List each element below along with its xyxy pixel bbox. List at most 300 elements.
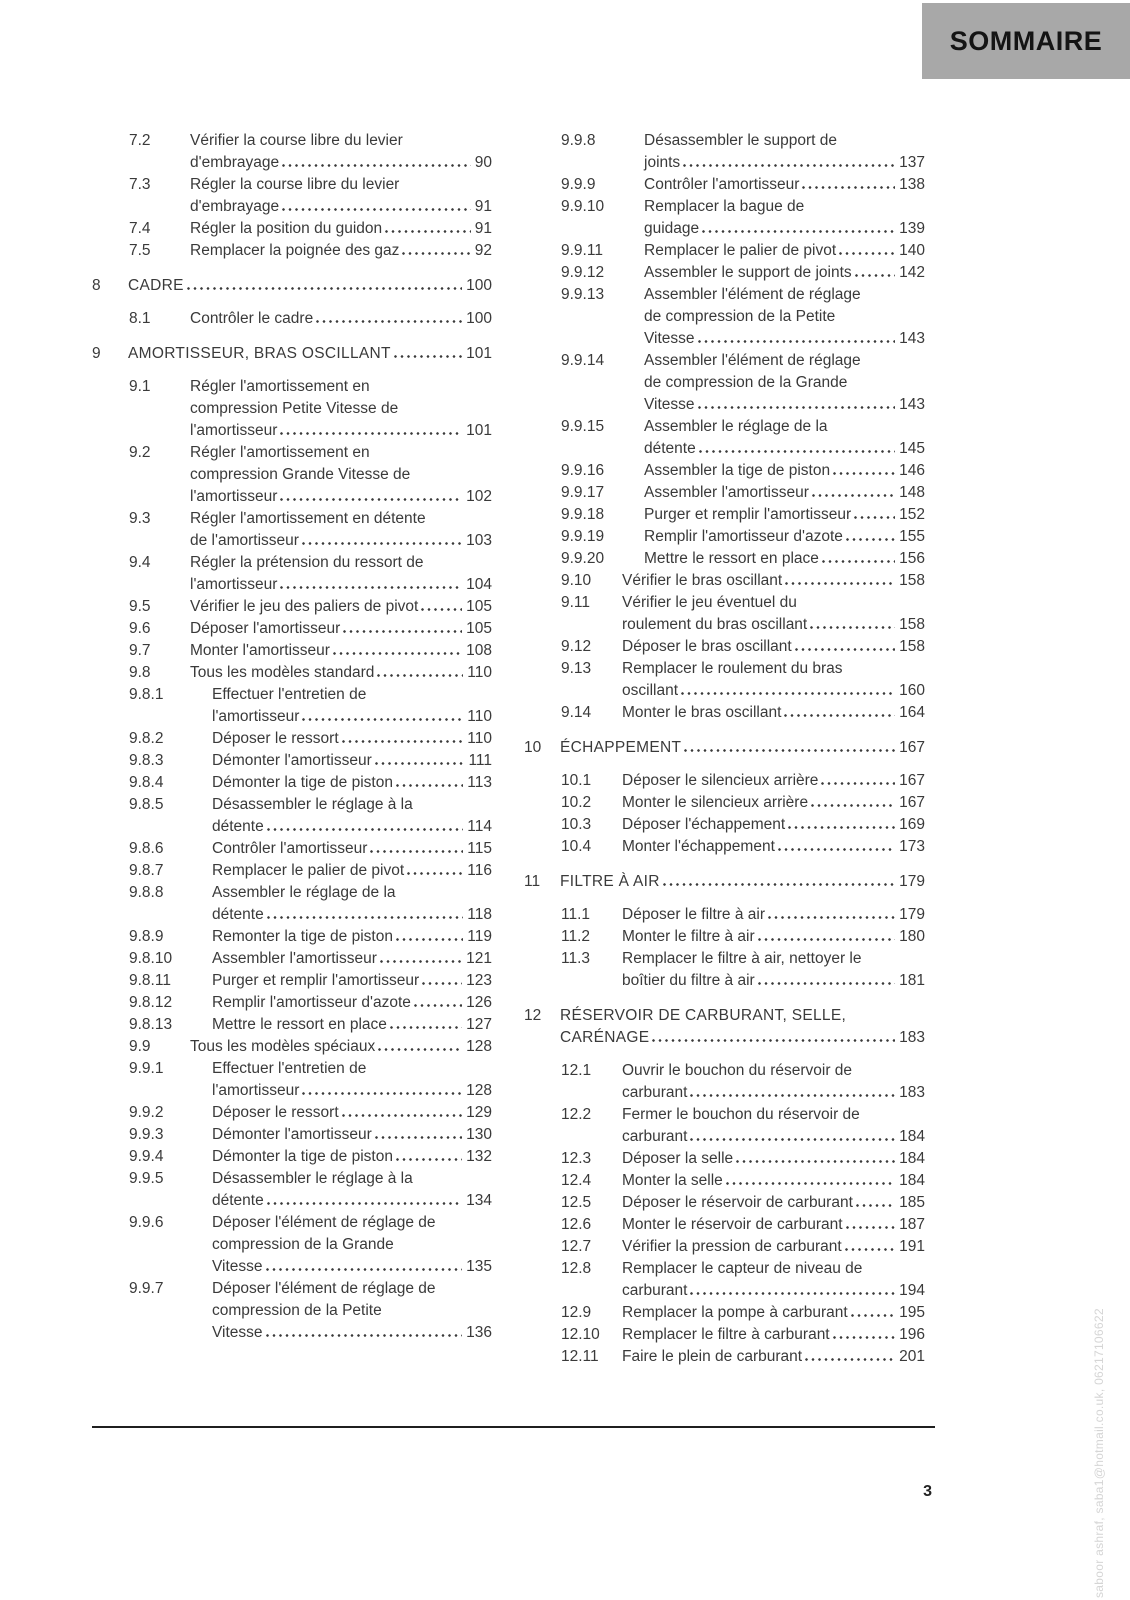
toc-chapter-entry	[92, 275, 492, 297]
entry-title: compression de la Grande	[212, 1236, 394, 1253]
toc-entry	[92, 376, 492, 442]
toc-entry	[524, 1346, 925, 1368]
entry-title: Effectuer l'entretien de	[212, 1060, 367, 1077]
entry-number: 9.1	[129, 378, 151, 395]
dot-leader	[810, 626, 895, 629]
entry-page: 116	[467, 862, 492, 879]
toc-entry	[524, 1104, 925, 1148]
entry-page: 187	[899, 1216, 925, 1233]
entry-number: 11.3	[561, 950, 591, 967]
entry-number: 9.8	[129, 664, 151, 681]
entry-title: Déposer le filtre à air	[622, 906, 766, 923]
entry-page: 91	[474, 220, 492, 237]
entry-title: l'amortisseur	[212, 708, 300, 725]
entry-title: Démonter l'amortisseur	[212, 1126, 372, 1143]
entry-page: 128	[466, 1038, 492, 1055]
dot-leader	[663, 883, 895, 886]
dot-leader	[805, 1358, 895, 1361]
toc-entry	[92, 218, 492, 240]
entry-title: Déposer la selle	[622, 1150, 734, 1167]
entry-title: Démonter la tige de piston	[212, 1148, 393, 1165]
entry-page: 173	[899, 838, 925, 855]
entry-page: 156	[899, 550, 925, 567]
entry-title: Vitesse	[644, 330, 695, 347]
entry-page: 180	[899, 928, 925, 945]
entry-title: Désassembler le réglage à la	[212, 796, 413, 813]
toc-entry	[524, 526, 925, 548]
dot-leader	[280, 432, 462, 435]
entry-title: Désassembler le réglage à la	[212, 1170, 413, 1187]
entry-title: Assembler l'élément de réglage	[644, 352, 861, 369]
dot-leader	[846, 1226, 896, 1229]
dot-leader	[690, 1138, 895, 1141]
entry-page: 115	[467, 840, 492, 857]
dot-leader	[778, 848, 895, 851]
entry-number: 9.8.8	[129, 884, 164, 901]
toc-entry	[524, 570, 925, 592]
entry-number: 9.14	[561, 704, 592, 721]
toc-entry	[92, 684, 492, 728]
toc-entry	[524, 1148, 925, 1170]
entry-number: 9.9	[129, 1038, 151, 1055]
entry-page: 103	[466, 532, 492, 549]
entry-number: 9.8.6	[129, 840, 164, 857]
entry-number: 12.4	[561, 1172, 592, 1189]
entry-page: 139	[899, 220, 925, 237]
entry-page: 121	[466, 950, 492, 967]
dot-leader	[839, 252, 895, 255]
dot-leader	[187, 287, 462, 290]
page-title: SOMMAIRE	[949, 26, 1103, 56]
entry-page: 158	[899, 616, 925, 633]
dot-leader	[846, 538, 895, 541]
entry-number: 9.9.12	[561, 264, 605, 281]
toc-entry	[92, 948, 492, 970]
entry-page: 179	[899, 906, 925, 923]
entry-number: 9.6	[129, 620, 151, 637]
entry-title: Monter le filtre à air	[622, 928, 755, 945]
dot-leader	[302, 1092, 462, 1095]
entry-title: l'amortisseur	[190, 422, 278, 439]
entry-number: 9.9.1	[129, 1060, 164, 1077]
entry-title: Contrôler l'amortisseur	[212, 840, 368, 857]
dot-leader	[333, 652, 462, 655]
entry-page: 146	[899, 462, 925, 479]
entry-page: 191	[899, 1238, 925, 1255]
entry-title: Régler la position du guidon	[190, 220, 383, 237]
dot-leader	[784, 714, 895, 717]
entry-title: Régler l'amortissement en détente	[190, 510, 426, 527]
entry-title: Faire le plein de carburant	[622, 1348, 803, 1365]
toc-entry	[92, 1278, 492, 1344]
entry-title: Remplacer la bague de	[644, 198, 805, 215]
entry-title: Vitesse	[212, 1258, 263, 1275]
entry-number: 12.9	[561, 1304, 592, 1321]
dot-leader	[788, 826, 895, 829]
entry-title: Ouvrir le bouchon du réservoir de	[622, 1062, 853, 1079]
dot-leader	[785, 582, 895, 585]
dot-leader	[699, 450, 895, 453]
entry-number: 12.5	[561, 1194, 592, 1211]
entry-page: 152	[899, 506, 925, 523]
toc-entry	[524, 770, 925, 792]
toc-entry	[524, 130, 925, 174]
entry-title: d'embrayage	[190, 154, 280, 171]
entry-title: ÉCHAPPEMENT	[560, 739, 682, 756]
toc-entry	[524, 926, 925, 948]
dot-leader	[856, 1204, 895, 1207]
entry-title: Assembler la tige de piston	[644, 462, 831, 479]
dot-leader	[267, 1202, 462, 1205]
entry-number: 9.9.11	[561, 242, 603, 259]
toc-entry	[92, 728, 492, 750]
toc-chapter-entry	[524, 1005, 925, 1049]
toc-entry	[92, 662, 492, 684]
entry-number: 9.9.4	[129, 1148, 164, 1165]
entry-number: 9.8.2	[129, 730, 164, 747]
entry-number: 12.3	[561, 1150, 592, 1167]
entry-page: 160	[899, 682, 925, 699]
entry-title: Remplacer la poignée des gaz	[190, 242, 400, 259]
entry-number: 9.9.8	[561, 132, 596, 149]
dot-leader	[698, 406, 896, 409]
toc-entry	[524, 284, 925, 350]
dot-leader	[802, 186, 895, 189]
entry-number: 9.8.4	[129, 774, 164, 791]
dot-leader	[302, 542, 462, 545]
entry-number: 9.9.7	[129, 1280, 164, 1297]
entry-number: 9.2	[129, 444, 151, 461]
entry-page: 128	[466, 1082, 492, 1099]
entry-title: Remplacer le palier de pivot	[644, 242, 837, 259]
entry-title: l'amortisseur	[190, 488, 278, 505]
toc-entry	[92, 772, 492, 794]
toc-entry	[92, 308, 492, 330]
entry-title: Régler la prétension du ressort de	[190, 554, 424, 571]
entry-number: 11.2	[561, 928, 591, 945]
entry-page: 145	[899, 440, 925, 457]
entry-title: de compression de la Grande	[644, 374, 848, 391]
entry-title: Vérifier le jeu éventuel du	[622, 594, 797, 611]
entry-number: 9.8.5	[129, 796, 164, 813]
footer-divider	[92, 1426, 935, 1428]
dot-leader	[690, 1094, 895, 1097]
entry-number: 7.2	[129, 132, 151, 149]
toc-entry	[524, 702, 925, 724]
dot-leader	[280, 586, 462, 589]
toc-entry	[524, 504, 925, 526]
toc-entry	[524, 350, 925, 416]
toc-entry	[524, 904, 925, 926]
entry-number: 10.4	[561, 838, 592, 855]
entry-number: 12	[524, 1007, 542, 1024]
entry-title: Contrôler le cadre	[190, 310, 314, 327]
entry-title: Tous les modèles standard	[190, 664, 375, 681]
entry-number: 9.9.17	[561, 484, 605, 501]
dot-leader	[282, 164, 471, 167]
entry-number: 9.11	[561, 594, 591, 611]
entry-page: 111	[468, 752, 492, 769]
toc-entry	[524, 1324, 925, 1346]
entry-title: Tous les modèles spéciaux	[190, 1038, 376, 1055]
entry-page: 183	[899, 1084, 925, 1101]
entry-page: 135	[466, 1258, 492, 1275]
dot-leader	[854, 516, 895, 519]
toc-column-left	[92, 130, 492, 1344]
toc-entry	[92, 508, 492, 552]
entry-number: 9.5	[129, 598, 151, 615]
entry-number: 12.7	[561, 1238, 592, 1255]
dot-leader	[833, 472, 895, 475]
entry-title: Déposer le silencieux arrière	[622, 772, 819, 789]
toc-entry	[92, 1168, 492, 1212]
entry-title: Purger et remplir l'amortisseur	[644, 506, 852, 523]
entry-number: 10.1	[561, 772, 592, 789]
entry-page: 184	[899, 1172, 925, 1189]
toc-entry	[524, 814, 925, 836]
entry-title: Désassembler le support de	[644, 132, 837, 149]
entry-title: Vitesse	[644, 396, 695, 413]
entry-page: 129	[466, 1104, 492, 1121]
toc-entry	[524, 636, 925, 658]
entry-title: Démonter l'amortisseur	[212, 752, 372, 769]
toc-entry	[92, 1212, 492, 1278]
entry-title: Vérifier le bras oscillant	[622, 572, 783, 589]
entry-title: Régler la course libre du levier	[190, 176, 400, 193]
toc-entry	[92, 1036, 492, 1058]
dot-leader	[380, 960, 462, 963]
entry-title: Vérifier le jeu des paliers de pivot	[190, 598, 419, 615]
toc-entry	[524, 1258, 925, 1302]
entry-number: 9.9.18	[561, 506, 605, 523]
entry-title: de compression de la Petite	[644, 308, 836, 325]
toc-entry	[92, 1124, 492, 1146]
toc-entry	[92, 1014, 492, 1036]
entry-page: 196	[899, 1326, 925, 1343]
entry-title: carburant	[622, 1128, 688, 1145]
entry-page: 114	[467, 818, 492, 835]
toc-entry	[92, 596, 492, 618]
entry-number: 9.9.19	[561, 528, 605, 545]
toc-entry	[92, 442, 492, 508]
entry-page: 127	[466, 1016, 492, 1033]
dot-leader	[377, 674, 463, 677]
entry-page: 91	[474, 198, 492, 215]
entry-title: carburant	[622, 1282, 688, 1299]
entry-page: 195	[899, 1304, 925, 1321]
entry-number: 10.2	[561, 794, 592, 811]
entry-page: 194	[899, 1282, 925, 1299]
entry-number: 9.8.1	[129, 686, 164, 703]
toc-entry	[92, 970, 492, 992]
entry-title: boîtier du filtre à air	[622, 972, 755, 989]
dot-leader	[394, 355, 462, 358]
dot-leader	[302, 718, 463, 721]
toc-entry	[524, 1192, 925, 1214]
dot-leader	[342, 740, 464, 743]
entry-page: 108	[466, 642, 492, 659]
entry-page: 92	[474, 242, 492, 259]
dot-leader	[375, 762, 465, 765]
entry-number: 12.10	[561, 1326, 600, 1343]
entry-page: 183	[899, 1029, 925, 1046]
entry-title: Remplacer la pompe à carburant	[622, 1304, 848, 1321]
entry-title: oscillant	[622, 682, 678, 699]
entry-title: Déposer le réservoir de carburant	[622, 1194, 853, 1211]
entry-title: Démonter la tige de piston	[212, 774, 393, 791]
dot-leader	[414, 1004, 462, 1007]
entry-number: 7.4	[129, 220, 151, 237]
toc-entry	[524, 240, 925, 262]
dot-leader	[652, 1039, 895, 1042]
dot-leader	[690, 1292, 895, 1295]
entry-title: Fermer le bouchon du réservoir de	[622, 1106, 860, 1123]
entry-title: CARÉNAGE	[560, 1029, 650, 1046]
entry-page: 184	[899, 1150, 925, 1167]
dot-leader	[684, 749, 895, 752]
toc-entry	[524, 1302, 925, 1324]
entry-page: 137	[899, 154, 925, 171]
entry-title: Assembler l'amortisseur	[644, 484, 809, 501]
toc-entry	[92, 174, 492, 218]
toc-entry	[92, 838, 492, 860]
toc-entry	[92, 618, 492, 640]
entry-title: détente	[212, 818, 264, 835]
entry-title: Monter le bras oscillant	[622, 704, 782, 721]
entry-title: Régler l'amortissement en	[190, 378, 370, 395]
entry-title: Assembler le réglage de la	[644, 418, 828, 435]
toc-entry	[524, 460, 925, 482]
dot-leader	[280, 498, 462, 501]
entry-page: 158	[899, 638, 925, 655]
entry-page: 167	[899, 772, 925, 789]
entry-number: 9.8.10	[129, 950, 173, 967]
toc-entry	[92, 640, 492, 662]
entry-number: 9.9.10	[561, 198, 605, 215]
toc-entry	[92, 882, 492, 926]
dot-leader	[812, 494, 895, 497]
toc-entry	[92, 1146, 492, 1168]
dot-leader	[768, 916, 895, 919]
dot-leader	[422, 982, 462, 985]
entry-number: 12.8	[561, 1260, 592, 1277]
entry-number: 9.8.13	[129, 1016, 173, 1033]
toc-chapter-entry	[524, 871, 925, 893]
entry-page: 118	[467, 906, 492, 923]
entry-page: 185	[899, 1194, 925, 1211]
toc-entry	[92, 926, 492, 948]
toc-entry	[524, 948, 925, 992]
entry-title: Monter l'échappement	[622, 838, 775, 855]
dot-leader	[681, 692, 895, 695]
toc-entry	[92, 860, 492, 882]
entry-title: détente	[212, 906, 264, 923]
dot-leader	[378, 1048, 462, 1051]
entry-title: Déposer l'amortisseur	[190, 620, 341, 637]
entry-number: 9.13	[561, 660, 592, 677]
entry-number: 9.8.11	[129, 972, 171, 989]
dot-leader	[698, 340, 896, 343]
entry-page: 136	[466, 1324, 492, 1341]
entry-title: Déposer l'élément de réglage de	[212, 1214, 436, 1231]
dot-leader	[702, 230, 895, 233]
entry-number: 9.9.20	[561, 550, 605, 567]
entry-title: Déposer le ressort	[212, 1104, 339, 1121]
entry-number: 9.12	[561, 638, 592, 655]
entry-title: Assembler le réglage de la	[212, 884, 396, 901]
entry-number: 10.3	[561, 816, 592, 833]
entry-title: Assembler l'élément de réglage	[644, 286, 861, 303]
dot-leader	[421, 608, 462, 611]
toc-chapter-entry	[92, 343, 492, 365]
entry-number: 9.9.15	[561, 418, 605, 435]
entry-number: 9.7	[129, 642, 151, 659]
toc-entry	[524, 482, 925, 504]
entry-title: Assembler le support de joints	[644, 264, 852, 281]
dot-leader	[396, 784, 463, 787]
entry-title: Déposer le bras oscillant	[622, 638, 792, 655]
entry-title: détente	[212, 1192, 264, 1209]
entry-number: 9.9.2	[129, 1104, 164, 1121]
toc-entry	[92, 750, 492, 772]
entry-number: 11.1	[561, 906, 591, 923]
entry-title: carburant	[622, 1084, 688, 1101]
entry-page: 155	[899, 528, 925, 545]
entry-title: Purger et remplir l'amortisseur	[212, 972, 420, 989]
toc-entry	[92, 992, 492, 1014]
entry-number: 9.9.5	[129, 1170, 164, 1187]
page-number: 3	[923, 1483, 932, 1500]
entry-page: 123	[466, 972, 492, 989]
entry-page: 100	[466, 277, 492, 294]
toc-entry	[524, 262, 925, 284]
entry-number: 12.1	[561, 1062, 592, 1079]
entry-page: 158	[899, 572, 925, 589]
entry-number: 9.9.14	[561, 352, 605, 369]
entry-title: FILTRE À AIR	[560, 873, 660, 890]
entry-number: 8.1	[129, 310, 151, 327]
entry-title: Mettre le ressort en place	[644, 550, 819, 567]
toc-entry	[524, 658, 925, 702]
entry-number: 9.3	[129, 510, 151, 527]
toc-entry	[524, 1060, 925, 1104]
toc-entry	[524, 836, 925, 858]
entry-title: Remplacer le filtre à air, nettoyer le	[622, 950, 862, 967]
dot-leader	[726, 1182, 895, 1185]
toc-entry	[92, 1102, 492, 1124]
entry-title: Remplacer le capteur de niveau de	[622, 1260, 863, 1277]
entry-title: CADRE	[128, 277, 184, 294]
entry-page: 90	[474, 154, 492, 171]
entry-title: AMORTISSEUR, BRAS OSCILLANT	[128, 345, 391, 362]
entry-title: joints	[644, 154, 681, 171]
entry-page: 101	[466, 345, 492, 362]
entry-title: RÉSERVOIR DE CARBURANT, SELLE,	[560, 1007, 847, 1024]
entry-title: de l'amortisseur	[190, 532, 299, 549]
dot-leader	[396, 1158, 462, 1161]
entry-title: Vérifier la pression de carburant	[622, 1238, 842, 1255]
entry-title: Remplacer le palier de pivot	[212, 862, 405, 879]
entry-title: Monter l'amortisseur	[190, 642, 330, 659]
entry-page: 110	[467, 730, 492, 747]
toc-entry	[524, 548, 925, 570]
dot-leader	[343, 630, 462, 633]
dot-leader	[845, 1248, 895, 1251]
entry-page: 148	[899, 484, 925, 501]
entry-title: d'embrayage	[190, 198, 280, 215]
entry-number: 9.8.9	[129, 928, 164, 945]
dot-leader	[316, 320, 462, 323]
